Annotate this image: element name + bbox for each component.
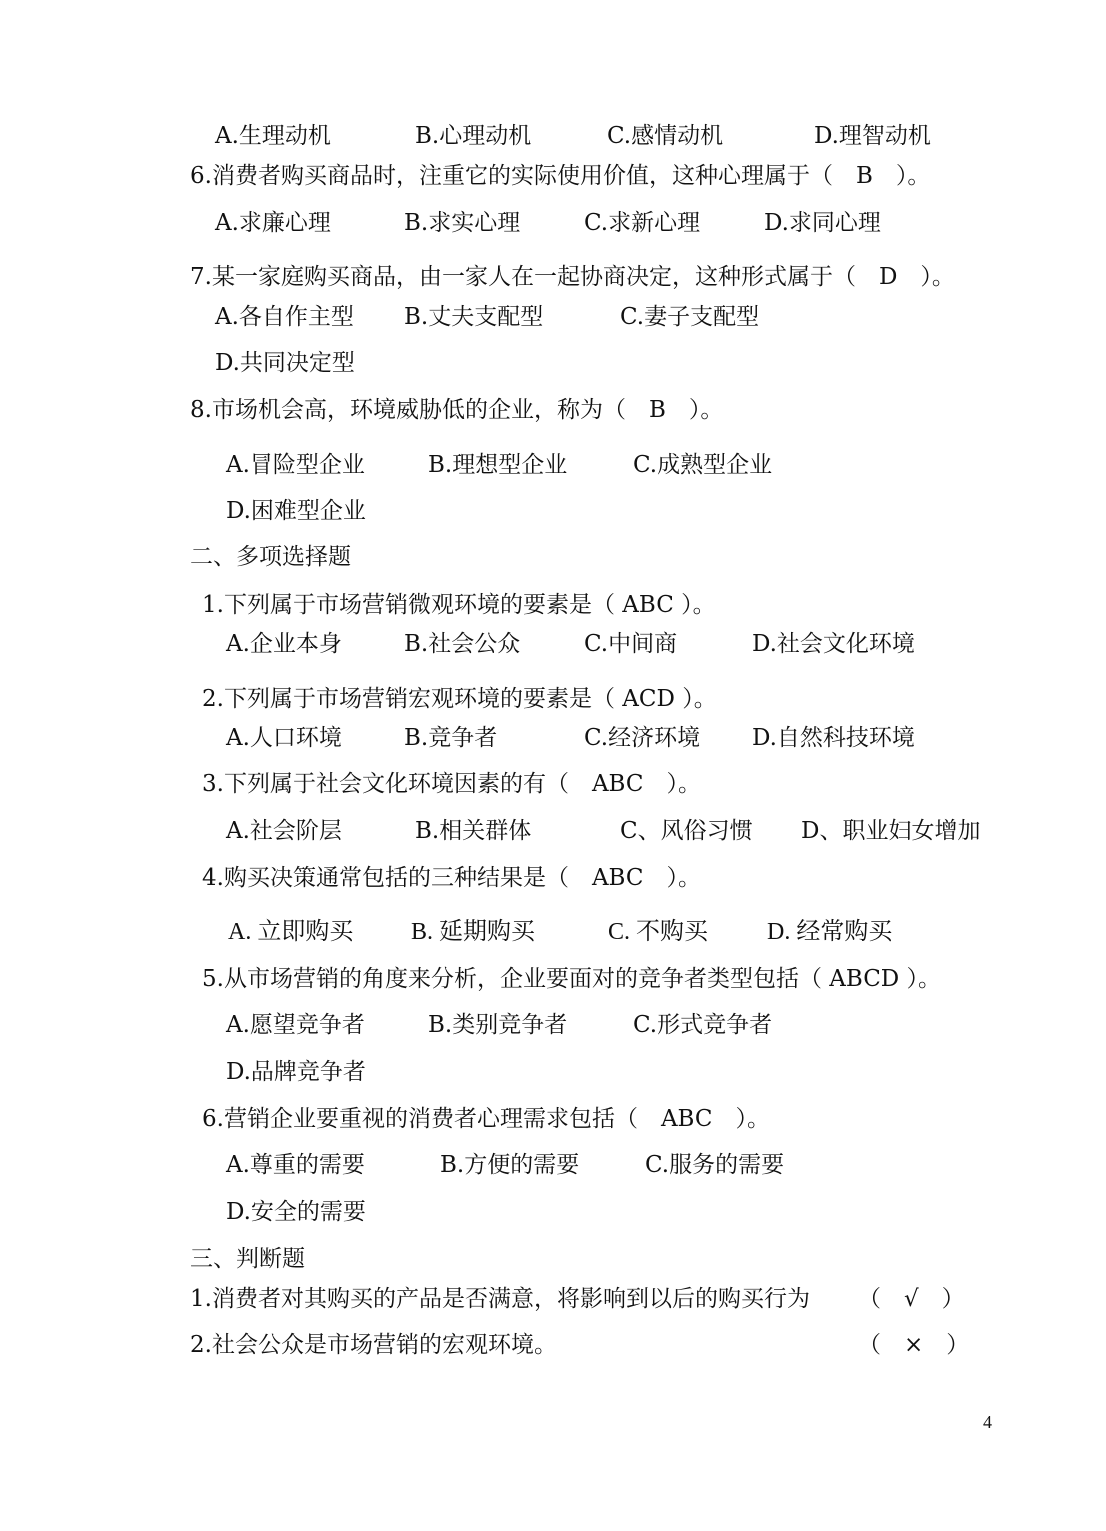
question-stem: 6.消费者购买商品时，注重它的实际使用价值，这种心理属于（ B ）。 xyxy=(190,163,931,189)
option: B.理想型企业 xyxy=(428,452,568,478)
option: C.中间商 xyxy=(584,631,678,657)
judgement-answer: （ × ） xyxy=(858,1332,970,1358)
option: D.困难型企业 xyxy=(226,498,366,524)
option: D.品牌竞争者 xyxy=(226,1059,366,1085)
judgement-statement: 1.消费者对其购买的产品是否满意，将影响到以后的购买行为 xyxy=(190,1286,810,1312)
option: C.求新心理 xyxy=(584,210,701,236)
option: D.理智动机 xyxy=(814,123,931,149)
option: B.社会公众 xyxy=(404,631,521,657)
question-stem: 1.下列属于市场营销微观环境的要素是（ ABC ）。 xyxy=(202,592,716,618)
option: B. 延期购买 xyxy=(411,919,536,945)
option: B.求实心理 xyxy=(404,210,521,236)
option: D.社会文化环境 xyxy=(752,631,915,657)
question-stem: 7.某一家庭购买商品，由一家人在一起协商决定，这种形式属于（ D ）。 xyxy=(190,264,955,290)
option: C.经济环境 xyxy=(584,725,701,751)
option: A. 立即购买 xyxy=(228,919,354,945)
option: B.方便的需要 xyxy=(440,1152,580,1178)
option: B.丈夫支配型 xyxy=(404,304,544,330)
option: D.共同决定型 xyxy=(215,350,355,376)
option: B.相关群体 xyxy=(415,818,532,844)
judgement-answer: （ √ ） xyxy=(858,1286,965,1312)
option: C.形式竞争者 xyxy=(633,1012,773,1038)
question-stem: 8.市场机会高，环境威胁低的企业，称为（ B ）。 xyxy=(190,397,724,423)
judgement-statement: 2.社会公众是市场营销的宏观环境。 xyxy=(190,1332,557,1358)
option: A.尊重的需要 xyxy=(226,1152,365,1178)
option: C.感情动机 xyxy=(607,123,724,149)
option: A.各自作主型 xyxy=(215,304,354,330)
option: A.愿望竞争者 xyxy=(226,1012,365,1038)
option: B.心理动机 xyxy=(415,123,532,149)
option: B.类别竞争者 xyxy=(428,1012,568,1038)
option: D.求同心理 xyxy=(764,210,881,236)
option: A.社会阶层 xyxy=(226,818,342,844)
question-stem: 5.从市场营销的角度来分析，企业要面对的竞争者类型包括（ ABCD ）。 xyxy=(202,966,942,992)
section-heading: 三、判断题 xyxy=(190,1246,305,1272)
question-stem: 6.营销企业要重视的消费者心理需求包括（ ABC ）。 xyxy=(202,1106,770,1132)
section-heading: 二、多项选择题 xyxy=(190,544,351,570)
option: C.妻子支配型 xyxy=(620,304,760,330)
question-stem: 2.下列属于市场营销宏观环境的要素是（ ACD ）。 xyxy=(202,686,717,712)
option: C、风俗习惯 xyxy=(620,818,753,844)
option: C.成熟型企业 xyxy=(633,452,773,478)
option: A.求廉心理 xyxy=(215,210,331,236)
question-stem: 4.购买决策通常包括的三种结果是（ ABC ）。 xyxy=(202,865,701,891)
page-number: 4 xyxy=(983,1412,992,1432)
option: A.冒险型企业 xyxy=(226,452,365,478)
option: A.生理动机 xyxy=(215,123,331,149)
option: D.安全的需要 xyxy=(226,1199,366,1225)
question-stem: 3.下列属于社会文化环境因素的有（ ABC ）。 xyxy=(202,771,701,797)
option: C. 不购买 xyxy=(608,919,709,945)
option: D、职业妇女增加 xyxy=(801,818,981,844)
option: C.服务的需要 xyxy=(645,1152,785,1178)
option: A.企业本身 xyxy=(226,631,342,657)
option: D. 经常购买 xyxy=(767,919,893,945)
option: D.自然科技环境 xyxy=(752,725,915,751)
option: B.竞争者 xyxy=(404,725,498,751)
option: A.人口环境 xyxy=(226,725,342,751)
